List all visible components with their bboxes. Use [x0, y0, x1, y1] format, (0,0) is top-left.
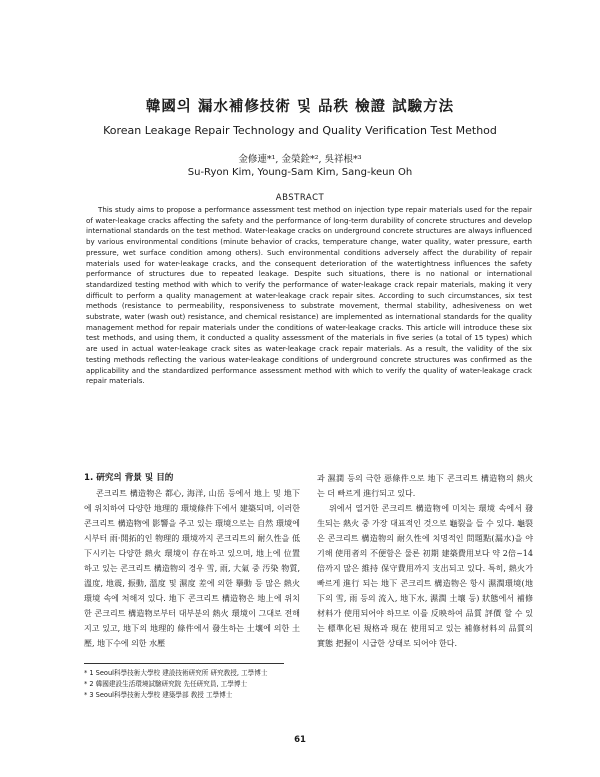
- footnote: * 2 韓國建設生活環境試驗硏究院 先任硏究員, 工學博士: [84, 680, 248, 688]
- body-paragraph: 콘크리트 構造物은 都心, 海洋, 山岳 등에서 地上 및 地下에 위치하여 다양한 地理的 環境條件下에서 建築되며, 이러한 콘크리트 構造物에 影響을 주고 있는 環境으로는 自然 環境에 시부터 雨·開拓的인 物理的 環境까지 콘크리트의 耐久性을 低下시키는 다양한 熱火 環境이 存在하고 있으며, 地上에 位置하고 있는 콘크리트 構造物의 경우 雪, 雨, 大氣 중 汚染 物質, 溫度, 地震, 振動, 溫度 및 濕度 差에 의한 擧動 등 많은 熱火 環境 속에 처해져 있다. 地下 콘크리트 構造物은 地上에 위치한 콘크리트 構造物로부터 대부분의 熱火 環境이 그대로 전해지고 있고, 地下의 地理的 條件에서 發生하는 土壤에 의한 土壓, 地下수에 의한 水壓: [84, 489, 300, 648]
- authors-korean: 金修連*¹, 金榮銓*², 吳祥根*³: [238, 154, 362, 165]
- page-number: 61: [294, 735, 306, 745]
- body-column-left: [84, 471, 300, 651]
- body-column-right: [317, 471, 533, 651]
- footnote: * 3 Seoul科學技術大學校 建築學部 敎授 工學博士: [84, 691, 233, 699]
- section-heading: 1. 硏究의 背景 및 目的: [84, 473, 174, 483]
- body-paragraph: 과 濕潤 등의 극한 惡條件으로 地下 콘크리트 構造物의 熱火는 더 빠르게 進行되고 있다.: [317, 474, 533, 498]
- footnotes: [84, 668, 267, 701]
- abstract-text: This study aims to propose a performance assessment test method on injection type repair materials used for the repair of water-leakage cracks affecting the safety and the performance of long-term durability of concrete structures and develop international standards on the test method. Water-leakage cracks on underground concrete structures are always influenced by various environmental conditions (minute behavior of cracks, temperature change, water quality, water pressure, earth pressure, wet surface condition among others). Such environmental conditions adversely affect the durability of repair materials used for water-leakage cracks, and the consequent deterioration of the watertightness influences the safety performance of structures due to repeated leakage. Despite such situations, there is no national or international standardized testing method with which to verify the performance of water-leakage crack repair materials, making it very difficult to perform a quality management at water-leakage crack repair sites. According to such circumstances, six test methods (resistance to permeability, responsiveness to substrate movement, thermal stability, adhesiveness on wet substrate, water (wash out) resistance, and chemical resistance) are implemented as international standards for the quality management method for repair materials under the conditions of water-leakage cracks. This article will introduce these six test methods, and using them, it conducted a quality assessment of the materials in five series (a total of 15 types) which are used in actual water-leakage crack sites as water-leakage crack repair materials. As a result, the validity of the six testing methods reflecting the various water-leakage conditions of underground concrete structures was confirmed as the applicability and the standardized performance assessment method with which to verify the quality of water-leakage crack repair materials.: [86, 205, 532, 386]
- paper-title-korean: 韓國의 漏水補修技術 및 品秩 檢證 試驗方法: [145, 98, 455, 115]
- body-paragraph: 위에서 열거한 콘크리트 構造物에 미치는 環境 속에서 發生되는 熱火 중 가장 대표적인 것으로 龜裂을 들 수 있다. 龜裂은 콘크리트 構造物의 耐久性에 치명적인 問題點(漏水)을 야기해 使用者의 不便함은 물론 初期 建築費用보다 약 2倍~14倍까지 많은 維持 保守費用까지 支出되고 있다. 특히, 熱火가 빠르게 進行 되는 地下 콘크리트 構造物은 항시 濕潤環境(地下의 雪, 雨 등의 流入, 地下水, 濕潤 土壤 등) 狀態에서 補修材料가 使用되어야 하므로 이를 反映하여 品質 評價 할 수 있는 標準化된 規格과 現在 使用되고 있는 補修材料의 品質의 實態 把握이 시급한 상태로 되어야 한다.: [317, 504, 533, 648]
- footnote-divider: [84, 663, 284, 664]
- paper-title-english: Korean Leakage Repair Technology and Quality Verification Test Method: [103, 124, 497, 137]
- authors-english: Su-Ryon Kim, Young-Sam Kim, Sang-keun Oh: [187, 167, 413, 178]
- footnote: * 1 Seoul科學技術大學校 建設技術硏究所 硏究敎授, 工學博士: [84, 669, 268, 677]
- abstract-heading: ABSTRACT: [275, 193, 325, 203]
